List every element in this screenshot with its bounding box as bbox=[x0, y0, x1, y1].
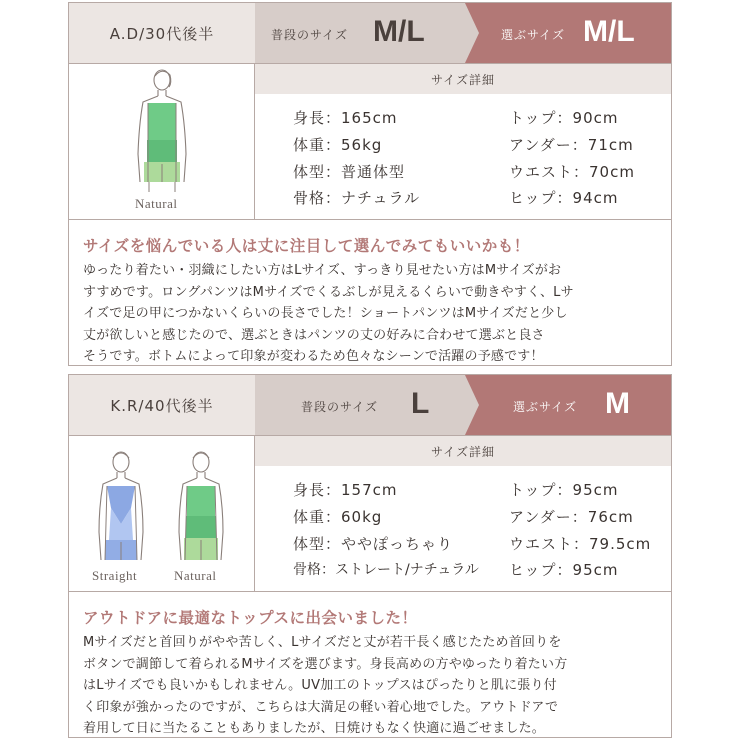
chosen-size-panel bbox=[465, 375, 671, 435]
size-detail-heading: サイズ詳細 bbox=[255, 64, 671, 94]
body-type-figure bbox=[69, 436, 255, 591]
review-comment bbox=[69, 219, 671, 365]
stat-weight: 体重：60kg bbox=[293, 508, 383, 526]
stat-under: アンダー：71cm bbox=[509, 136, 634, 154]
body-type-label: Natural bbox=[174, 568, 217, 583]
chosen-size-panel bbox=[465, 3, 671, 63]
comment-body bbox=[83, 632, 661, 740]
comment-line: く印象が強かったのですが、こちらは大満足の軽い着心地でした。アウトドアで bbox=[83, 699, 559, 715]
review-card-2 bbox=[68, 374, 672, 738]
chosen-size-value: M/L bbox=[583, 15, 635, 48]
stat-waist: ウエスト：79.5cm bbox=[509, 535, 652, 553]
usual-size-panel bbox=[255, 375, 465, 435]
size-details-row bbox=[69, 435, 671, 591]
chosen-size-value: M bbox=[605, 387, 630, 420]
chosen-size-label: 選ぶサイズ bbox=[513, 400, 578, 414]
usual-size-panel bbox=[255, 3, 465, 63]
stat-weight: 体重：56kg bbox=[293, 136, 383, 154]
size-header bbox=[69, 3, 671, 63]
reviewer-name: A.D/30代後半 bbox=[69, 3, 255, 63]
comment-line: そうです。ボトムによって印象が変わるため色々なシーンで活躍の予感です！ bbox=[83, 349, 544, 365]
size-header bbox=[69, 375, 671, 435]
comment-line: はLサイズでも良いかもしれません。UV加工のトップスはぴったりと肌に張り付 bbox=[83, 678, 557, 694]
stat-height: 身長：165cm bbox=[293, 109, 398, 127]
arrow-divider bbox=[465, 3, 479, 63]
stat-hip: ヒップ：95cm bbox=[509, 561, 619, 579]
stat-body-shape: 体型：普通体型 bbox=[293, 163, 406, 181]
comment-title: サイズを悩んでいる人は丈に注目して選んでみてもいいかも！ bbox=[83, 237, 530, 255]
body-type-label: Straight bbox=[92, 568, 138, 583]
stat-waist: ウエスト：70cm bbox=[509, 163, 635, 181]
stat-top: トップ：90cm bbox=[509, 109, 619, 127]
arrow-divider bbox=[465, 375, 479, 435]
comment-body bbox=[83, 260, 661, 368]
comment-title: アウトドアに最適なトップスに出会いました！ bbox=[83, 609, 418, 627]
comment-line: ボタンで調節して着られるMサイズを選びます。身長高めの方やゆったり着たい方 bbox=[83, 656, 568, 672]
comment-line: 着用して日に当たることもありましたが、日焼けもなく快適に過ごせました。 bbox=[83, 721, 546, 737]
body-type-label: Natural bbox=[135, 196, 178, 211]
stat-frame: 骨格：ナチュラル bbox=[293, 189, 421, 207]
stat-frame: 骨格：ストレート/ナチュラル bbox=[293, 562, 479, 578]
review-comment bbox=[69, 591, 671, 737]
size-detail-heading: サイズ詳細 bbox=[255, 436, 671, 466]
comment-line: イズで足の甲につかないくらいの長さでした！ショートパンツはMサイズだと少し bbox=[83, 306, 568, 322]
stat-top: トップ：95cm bbox=[509, 481, 619, 499]
size-details-row bbox=[69, 63, 671, 219]
comment-line: Mサイズだと首回りがやや苦しく、Lサイズだと丈が若干長く感じたため首回りを bbox=[83, 635, 562, 650]
comment-line: ゆったり着たい・羽織にしたい方はLサイズ、すっきり見せたい方はMサイズがお bbox=[83, 263, 562, 278]
stat-hip: ヒップ：94cm bbox=[509, 189, 619, 207]
usual-size-value: M/L bbox=[373, 15, 425, 48]
review-card-1 bbox=[68, 2, 672, 366]
comment-line: すすめです。ロングパンツはMサイズでくるぶしが見えるくらいで動きやすく、Lサ bbox=[83, 284, 574, 300]
usual-size-label: 普段のサイズ bbox=[271, 28, 349, 42]
chosen-size-label: 選ぶサイズ bbox=[501, 28, 566, 42]
stat-height: 身長：157cm bbox=[293, 481, 398, 499]
stat-under: アンダー：76cm bbox=[509, 508, 634, 526]
body-type-figure bbox=[69, 64, 255, 219]
usual-size-label: 普段のサイズ bbox=[301, 400, 379, 414]
reviewer-name: K.R/40代後半 bbox=[69, 375, 255, 435]
comment-line: 丈が欲しいと感じたので、選ぶときはパンツの丈の好みに合わせて選ぶと良さ bbox=[83, 327, 545, 343]
usual-size-value: L bbox=[411, 387, 430, 420]
stat-body-shape: 体型：ややぽっちゃり bbox=[293, 535, 454, 553]
